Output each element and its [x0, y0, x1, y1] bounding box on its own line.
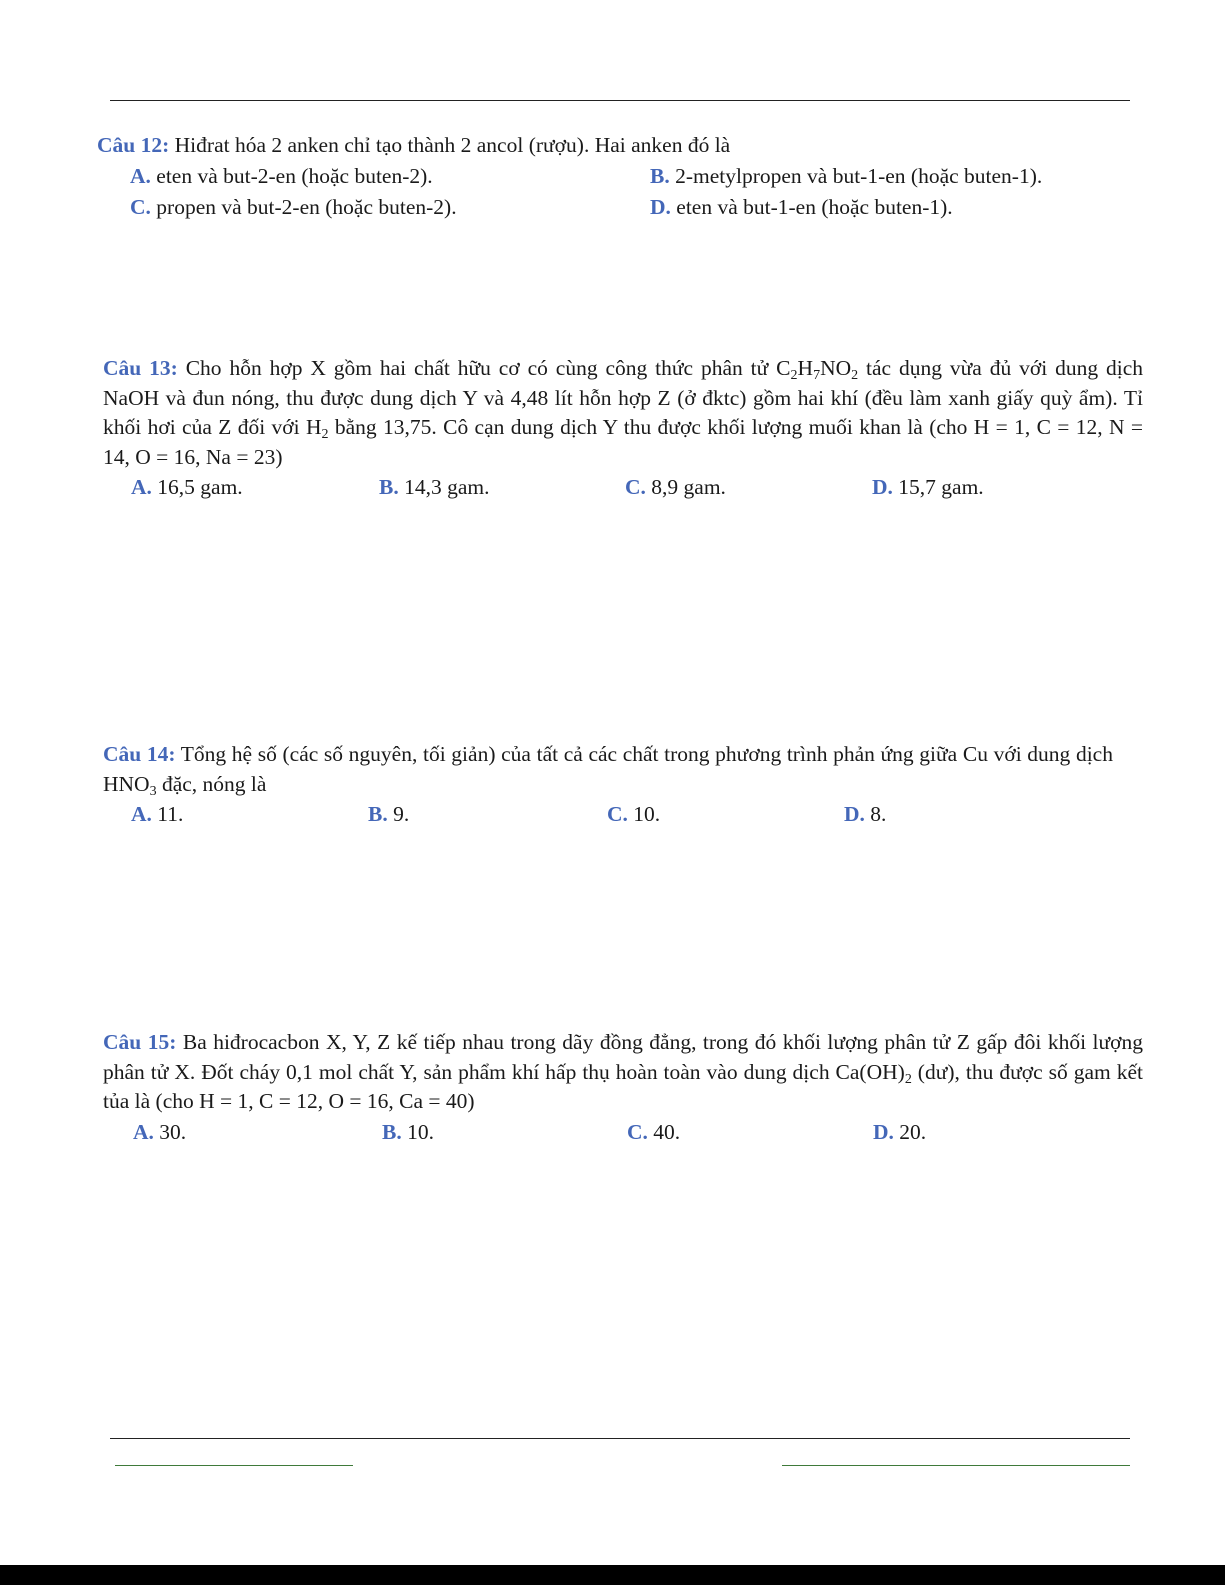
bottom-bar: [0, 1565, 1225, 1585]
question-body-part: đặc, nóng là: [156, 771, 267, 796]
answer-options: [103, 1117, 1143, 1149]
answer-options: [97, 161, 1137, 223]
option-a[interactable]: [133, 1117, 186, 1147]
option-letter: C.: [627, 1119, 648, 1144]
option-letter: A.: [131, 475, 152, 499]
option-letter: C.: [130, 194, 151, 219]
question-14: [103, 740, 1143, 831]
option-text: 14,3 gam.: [404, 475, 490, 499]
question-body-part: Ba hiđrocacbon X, Y, Z kế tiếp nhau trong dãy đồng đẳng, trong đó khối lượng phân tử Z gấp đôi khối lượng phân tử X. Đốt cháy 0,1 mol chất Y, sản phẩm khí hấp thụ hoàn toàn vào dung dịch Ca(OH): [103, 1030, 1144, 1084]
question-body-part: tác dụng vừa đủ với dung dịch NaOH và đun nóng, thu được dung dịch Y và 4,48 lít hỗn hợp Z (ở đktc) gồm hai khí (đều làm xanh giấy quỳ ẩm). Tỉ khối hơi của Z đối với H: [103, 356, 1143, 439]
question-text: [97, 131, 1137, 161]
option-text: 20.: [899, 1119, 927, 1144]
question-text: [103, 354, 1143, 472]
option-d[interactable]: [872, 472, 984, 502]
option-text: 30.: [159, 1119, 187, 1144]
option-text: 15,7 gam.: [898, 475, 984, 499]
question-body-part: bằng 13,75. Cô cạn dung dịch Y thu được khối lượng muối khan là (cho H = 1, C = 12, N = 14, O = 16, Na = 23): [103, 415, 1143, 469]
option-b[interactable]: [650, 161, 1042, 191]
subscript: 7: [813, 368, 821, 383]
option-letter: A.: [131, 802, 152, 826]
option-letter: B.: [379, 475, 399, 499]
option-a[interactable]: [131, 472, 243, 502]
question-text: [103, 1028, 1143, 1117]
option-text: 10.: [407, 1119, 434, 1144]
option-letter: A.: [130, 163, 151, 188]
question-body: Hiđrat hóa 2 anken chỉ tạo thành 2 ancol (rượu). Hai anken đó là: [174, 133, 731, 157]
question-12: [97, 131, 1137, 223]
subscript: 2: [904, 1071, 912, 1087]
option-c[interactable]: [627, 1117, 680, 1147]
option-text: 8.: [870, 802, 887, 826]
option-d[interactable]: [873, 1117, 926, 1147]
option-letter: D.: [650, 194, 671, 219]
option-letter: C.: [625, 475, 646, 499]
option-c[interactable]: [130, 192, 457, 222]
option-text: 16,5 gam.: [157, 475, 243, 499]
option-letter: D.: [844, 802, 865, 826]
option-letter: D.: [872, 475, 893, 499]
question-13: [103, 354, 1143, 504]
option-text: eten và but-1-en (hoặc buten-1).: [676, 194, 953, 219]
option-letter: B.: [650, 163, 670, 188]
answer-options: [103, 472, 1143, 504]
option-letter: B.: [382, 1119, 402, 1144]
question-body-part: H: [797, 356, 814, 380]
option-text: 10.: [633, 802, 661, 826]
subscript: 2: [790, 368, 798, 383]
option-a[interactable]: [130, 161, 433, 191]
subscript: 2: [321, 427, 329, 442]
option-text: 11.: [157, 802, 184, 826]
subscript: 2: [851, 368, 859, 383]
question-label: Câu 15:: [103, 1030, 177, 1054]
option-d[interactable]: [650, 192, 953, 222]
option-d[interactable]: [844, 799, 886, 829]
footer-rule: [110, 1438, 1130, 1439]
question-body-part: Tổng hệ số (các số nguyên, tối giản) của tất cả các chất trong phương trình phản ứng giữa Cu với dung dịch HNO: [103, 742, 1113, 796]
option-b[interactable]: [382, 1117, 434, 1147]
option-letter: A.: [133, 1119, 154, 1144]
option-letter: D.: [873, 1119, 894, 1144]
option-text: 2-metylpropen và but-1-en (hoặc buten-1).: [675, 163, 1043, 188]
option-letter: B.: [368, 802, 388, 826]
option-b[interactable]: [379, 472, 490, 502]
option-text: 9.: [393, 802, 410, 826]
option-text: 8,9 gam.: [651, 475, 726, 499]
option-text: eten và but-2-en (hoặc buten-2).: [156, 163, 433, 188]
option-a[interactable]: [131, 799, 183, 829]
answer-options: [103, 799, 1143, 831]
header-rule: [110, 100, 1130, 101]
option-c[interactable]: [625, 472, 726, 502]
question-body-part: (dư), thu được số gam kết tủa là (cho H = 1, C = 12, O = 16, Ca = 40): [103, 1059, 1143, 1113]
question-label: Câu 13:: [103, 356, 178, 380]
question-body-part: Cho hỗn hợp X gồm hai chất hữu cơ có cùng công thức phân tử C: [185, 356, 791, 380]
footer-link-underline-left: [115, 1465, 353, 1466]
question-label: Câu 12:: [97, 133, 170, 157]
question-text: [103, 740, 1113, 799]
option-letter: C.: [607, 802, 628, 826]
option-text: propen và but-2-en (hoặc buten-2).: [156, 194, 457, 219]
option-b[interactable]: [368, 799, 409, 829]
question-body-part: NO: [820, 356, 852, 380]
question-15: [103, 1028, 1143, 1149]
subscript: 3: [149, 783, 157, 799]
question-label: Câu 14:: [103, 742, 176, 766]
footer-link-underline-right: [782, 1465, 1130, 1466]
option-text: 40.: [653, 1119, 681, 1144]
option-c[interactable]: [607, 799, 660, 829]
